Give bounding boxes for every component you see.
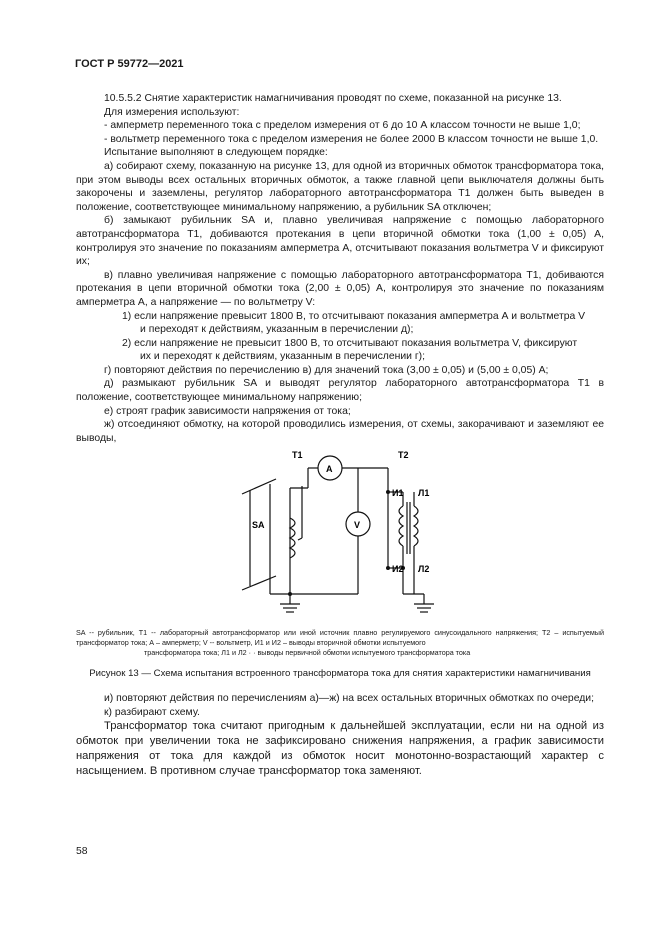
label-l2: Л2	[418, 564, 430, 574]
label-a: A	[326, 464, 333, 474]
document-header: ГОСТ Р 59772—2021	[75, 58, 184, 70]
body-text-after	[76, 692, 604, 779]
paragraph: а) собирают схему, показанную на рисунке 13, для одной из вторичных обмоток трансформатора тока, при этом выводы всех остальных вторичных обмоток, а также главной цепи выключателя должны быть закорочены и заземлены, регулятор лабораторного автотрансформатора Т1 должен быть выведен в положение, соответствующее минимальному напряжению, а рубильник SA отключен;	[76, 160, 604, 213]
paragraph: - вольтметр переменного тока с пределом измерения не более 2000 В классом точности не выше 1,0.	[104, 133, 599, 145]
paragraph: Для измерения используют:	[104, 106, 240, 118]
label-i2: И2	[392, 564, 404, 574]
sublist-item-cont: их и переходят к действиям, указанным в перечислении г);	[140, 351, 425, 363]
paragraph: - амперметр переменного тока с пределом измерения от 6 до 10 А классом точности не выше 1,0;	[104, 120, 581, 132]
legend-line: SA -- рубильник, Т1 -- лабораторный автотрансформатор или иной источник плавно регулируемого синусоидального напряжения; Т2 – испытуемый трансформатор тока; А – амперметр; V -- вольтметр, И1 и И2 – выводы вторичной обмотки испытуемого	[76, 628, 604, 647]
label-t2: Т2	[398, 450, 409, 460]
label-t1: Т1	[292, 450, 303, 460]
switch-blade-top	[242, 479, 276, 494]
paragraph: и) повторяют действия по перечислениям а)—ж) на всех остальных вторичных обмотках по очереди;	[104, 693, 594, 704]
label-l1: Л1	[418, 488, 430, 498]
body-text	[76, 92, 604, 445]
figure-caption: Рисунок 13 — Схема испытания встроенного трансформатора тока для снятия характеристики намагничивания	[89, 668, 591, 679]
circuit-diagram	[228, 446, 453, 616]
paragraph: г) повторяют действия по перечислению в) для значений тока (3,00 ± 0,05) и (5,00 ± 0,05) А;	[104, 364, 549, 376]
paragraph: 10.5.5.2 Снятие характеристик намагничивания проводят по схеме, показанной на рисунке 13.	[104, 93, 562, 104]
paragraph: ж) отсоединяют обмотку, на которой проводились измерения, от схемы, закорачивают и заземляют ее выводы,	[76, 419, 604, 444]
paragraph: Трансформатор тока считают пригодным к дальнейшей эксплуатации, если ни на одной из обмоток при увеличении тока не зафиксировано снижения напряжения, а график зависимости напряжения от тока для каждой из обмоток носит монотонно-возрастающий характер с насыщением. В противном случае трансформатор тока заменяют.	[76, 720, 604, 778]
paragraph: б) замыкают рубильник SA и, плавно увеличивая напряжение с помощью лабораторного автотрансформатора Т1, добиваются протекания в цепи вторичной обмотки тока (1,00 ± 0,05) А, контролируя это значение по показаниям амперметра А, отсчитывают показания вольтметра V и фиксируют их;	[76, 215, 604, 268]
label-sa: SA	[252, 520, 265, 530]
legend-line: трансформатора тока; Л1 и Л2 · · выводы первичной обмотки испытуемого трансформатора тока	[144, 648, 471, 657]
label-i1: И1	[392, 488, 404, 498]
sublist-item: 1) если напряжение превысит 1800 В, то отсчитывают показания амперметра А и вольтметра V	[122, 310, 586, 322]
sublist-item: 2) если напряжение не превысит 1800 В, то отсчитывают показания вольтметра V, фиксируют	[122, 337, 578, 349]
switch-blade-bottom	[242, 576, 276, 590]
page-number: 58	[76, 846, 88, 857]
figure-legend	[76, 628, 604, 658]
paragraph: д) размыкают рубильник SA и выводят регулятор лабораторного автотрансформатора Т1 в положение, соответствующее минимальному напряжению;	[76, 378, 604, 404]
paragraph: к) разбирают схему.	[104, 706, 200, 718]
paragraph: Испытание выполняют в следующем порядке:	[104, 147, 328, 159]
label-v: V	[354, 520, 361, 530]
sublist-item-cont: и переходят к действиям, указанным в перечислении д);	[140, 324, 414, 336]
paragraph: в) плавно увеличивая напряжение с помощью лабораторного автотрансформатора Т1, добиваются протекания в цепи вторичной обмотки тока (2,00 ± 0,05) А, контролируя это значение по показаниям амперметра А, а напряжение — по вольтметру V:	[76, 269, 604, 308]
paragraph: е) строят график зависимости напряжения от тока;	[104, 405, 351, 417]
